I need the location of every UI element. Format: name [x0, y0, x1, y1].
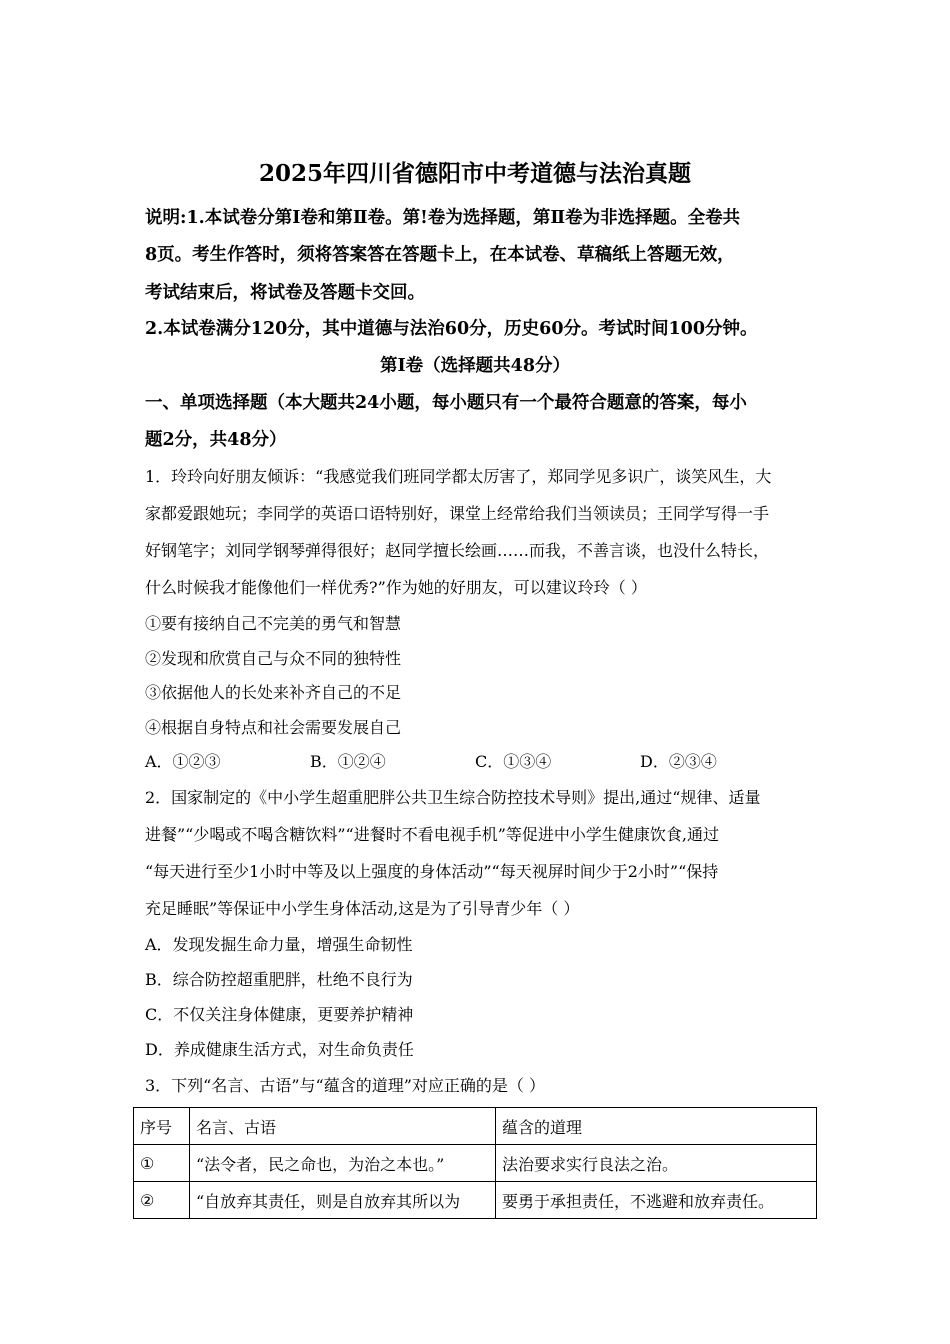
q2-option-b: B．综合防控超重肥胖，杜绝不良行为 — [145, 970, 413, 989]
part-heading: 题2分，共48分） — [145, 430, 287, 450]
q1-item: ②发现和欣赏自己与众不同的独特性 — [145, 649, 402, 668]
q1-stem-line: 什么时候我才能像他们一样优秀?”作为她的好朋友，可以建议玲玲（ ） — [145, 578, 647, 597]
q2-option-c: C．不仅关注身体健康，更要养护精神 — [145, 1005, 414, 1024]
q1-option-a: A．①②③ — [145, 752, 221, 771]
table-header-cell: 序号 — [134, 1108, 190, 1145]
instruction-line: 2.本试卷满分120分，其中道德与法治60分，历史60分。考试时间100分钟。 — [145, 319, 758, 339]
q2-stem-line: 2．国家制定的《中小学生超重肥胖公共卫生综合防控技术导则》提出,通过“规律、适量 — [145, 788, 761, 807]
q2-stem-line: 充足睡眠”等保证中小学生身体活动,这是为了引导青少年（ ） — [145, 899, 580, 918]
q1-item: ①要有接纳自己不完美的勇气和智慧 — [145, 614, 402, 633]
table-cell: ② — [134, 1182, 190, 1219]
part-heading: 一、单项选择题（本大题共24小题，每小题只有一个最符合题意的答案，每小 — [145, 393, 747, 413]
table-cell: “法令者，民之命也，为治之本也。” — [190, 1145, 496, 1182]
table-cell: ① — [134, 1145, 190, 1182]
q2-stem-line: “每天进行至少1小时中等及以上强度的身体活动”“每天视屏时间少于2小时”“保持 — [145, 862, 719, 881]
q2-stem-line: 进餐”“少喝或不喝含糖饮料”“进餐时不看电视手机”等促进中小学生健康饮食,通过 — [145, 825, 719, 844]
table-cell: “自放弃其责任，则是自放弃其所以为 — [190, 1182, 496, 1219]
table-cell: 法治要求实行良法之治。 — [496, 1145, 817, 1182]
table-row — [134, 1145, 817, 1182]
q1-stem-line: 1．玲玲向好朋友倾诉：“我感觉我们班同学都太厉害了，郑同学见多识广，谈笑风生，大 — [145, 467, 772, 486]
page-title: 2025年四川省德阳市中考道德与法治真题 — [258, 160, 691, 187]
instruction-line: 考试结束后，将试卷及答题卡交回。 — [145, 283, 425, 303]
q1-stem-line: 家都爱跟她玩；李同学的英语口语特别好，课堂上经常给我们当领读员；王同学写得一手 — [145, 504, 770, 523]
q1-option-d: D．②③④ — [640, 752, 717, 771]
q1-item: ③依据他人的长处来补齐自己的不足 — [145, 683, 402, 702]
table-row — [134, 1182, 817, 1219]
instruction-line: 说明:1.本试卷分第Ⅰ卷和第Ⅱ卷。第!卷为选择题，第Ⅱ卷为非选择题。全卷共 — [145, 208, 741, 228]
q1-option-c: C．①③④ — [475, 752, 552, 771]
q2-option-d: D．养成健康生活方式，对生命负责任 — [145, 1040, 414, 1059]
table-cell: 要勇于承担责任，不逃避和放弃责任。 — [496, 1182, 817, 1219]
table-header-cell: 名言、古语 — [190, 1108, 496, 1145]
q1-option-b: B．①②④ — [310, 752, 386, 771]
table-header-row — [134, 1108, 817, 1145]
q3-stem: 3．下列“名言、古语”与“蕴含的道理”对应正确的是（ ） — [145, 1076, 545, 1095]
q1-stem-line: 好钢笔字；刘同学钢琴弹得很好；赵同学擅长绘画……而我，不善言谈，也没什么特长， — [145, 541, 770, 560]
section-title: 第Ⅰ卷（选择题共48分） — [379, 356, 571, 376]
table-header-cell: 蕴含的道理 — [496, 1108, 817, 1145]
q1-item: ④根据自身特点和社会需要发展自己 — [145, 718, 402, 737]
instruction-line: 8页。考生作答时，须将答案答在答题卡上，在本试卷、草稿纸上答题无效， — [145, 245, 735, 265]
q3-table — [133, 1107, 817, 1219]
q2-option-a: A．发现发掘生命力量，增强生命韧性 — [145, 935, 413, 954]
